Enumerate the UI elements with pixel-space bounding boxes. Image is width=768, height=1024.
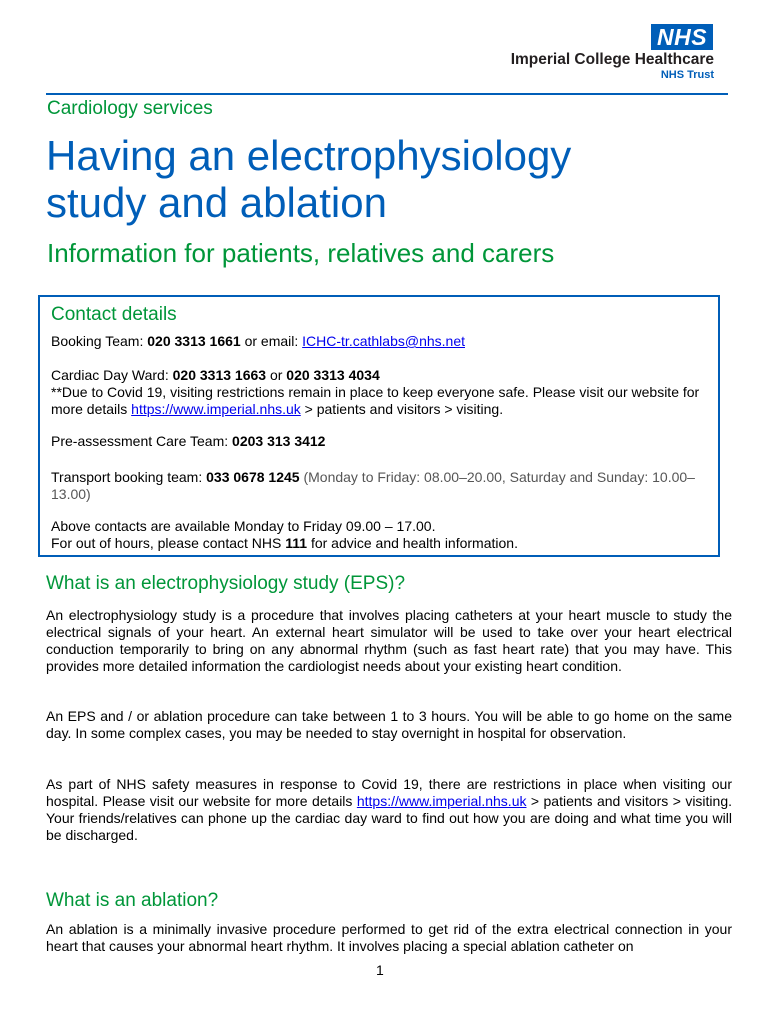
eps-paragraph-2: An EPS and / or ablation procedure can take between 1 to 3 hours. You will be able to go home on the same day. In some complex cases, you may be needed to stay overnight in hospital for observation.	[46, 708, 732, 741]
org-name: Imperial College Healthcare	[510, 51, 714, 68]
title-line-1: Having an electrophysiology	[46, 132, 572, 179]
booking-phone: 020 3313 1661	[147, 333, 241, 349]
eps-website-link[interactable]: https://www.imperial.nhs.uk	[356, 793, 527, 809]
nhs-logo: NHS	[651, 24, 713, 50]
eps-paragraph-1: An electrophysiology study is a procedure that involves placing catheters at your heart muscle to study the electrical signals of your heart. An external heart simulator will be used to take over your heart electrical conduction temporarily to bring on any abnormal rhythm (such as fast heart rate) that you may have. This provides more detailed information the cardiologist needs about your existing heart condition.	[46, 607, 732, 674]
eps-paragraph-3	[46, 776, 732, 844]
booking-line	[51, 333, 715, 350]
hours-line: Above contacts are available Monday to Friday 09.00 – 17.00.	[51, 518, 436, 534]
header-divider	[46, 93, 728, 95]
cdw-label: Cardiac Day Ward:	[51, 367, 173, 383]
cdw-phone-2: 020 3313 4034	[286, 367, 380, 383]
title-line-2: study and ablation	[46, 179, 387, 226]
preassessment-line	[51, 433, 715, 450]
ablation-paragraph-1: An ablation is a minimally invasive procedure performed to get rid of the extra electrical connection in your heart that causes your abnormal heart rhythm. It involves placing a special ablation catheter on	[46, 921, 732, 954]
ooh-text: For out of hours, please contact NHS	[51, 535, 286, 551]
covid-note: **Due to Covid 19, visiting restrictions remain in place to keep everyone safe. Please visit our website for more details	[51, 384, 700, 417]
cdw-phone-1: 020 3313 1663	[172, 367, 267, 383]
org-subtitle: NHS Trust	[660, 69, 714, 81]
cardiac-day-ward-block	[51, 367, 715, 418]
booking-email-link[interactable]: ICHC-tr.cathlabs@nhs.net	[302, 333, 465, 349]
transport-label: Transport booking team:	[51, 469, 207, 485]
booking-or: or email:	[240, 333, 303, 349]
preassess-label: Pre-assessment Care Team:	[51, 433, 233, 449]
preassess-phone: 0203 313 3412	[232, 433, 326, 449]
covid-website-link[interactable]: https://www.imperial.nhs.uk	[131, 401, 301, 417]
page-subtitle: Information for patients, relatives and carers	[47, 238, 555, 268]
booking-label: Booking Team:	[51, 333, 148, 349]
contact-heading: Contact details	[51, 304, 177, 325]
department-label: Cardiology services	[47, 98, 213, 119]
transport-line	[51, 469, 715, 503]
page-title	[46, 132, 726, 226]
covid-note-end: > patients and visitors > visiting.	[300, 401, 504, 417]
eps-heading: What is an electrophysiology study (EPS)?	[46, 573, 406, 594]
page-number: 1	[376, 962, 384, 978]
ooh-text-end: for advice and health information.	[307, 535, 518, 551]
cdw-or: or	[266, 367, 287, 383]
ablation-heading: What is an ablation?	[46, 890, 219, 911]
hours-block	[51, 518, 715, 552]
eps-p3-text: As part of NHS safety measures in response to Covid 19, there are restrictions in place when visiting our hospital. Please visit our website for more details	[46, 776, 732, 809]
ooh-number: 111	[285, 535, 308, 551]
transport-hours: (Monday to Friday: 08.00–20.00, Saturday and Sunday: 10.00–13.00)	[51, 469, 695, 502]
eps-p3-text-end: > patients and visitors > visiting. Your friends/relatives can phone up the cardiac day ward to find out how you are doing and what time you will be discharged.	[46, 793, 733, 843]
transport-phone: 033 0678 1245	[206, 469, 300, 485]
